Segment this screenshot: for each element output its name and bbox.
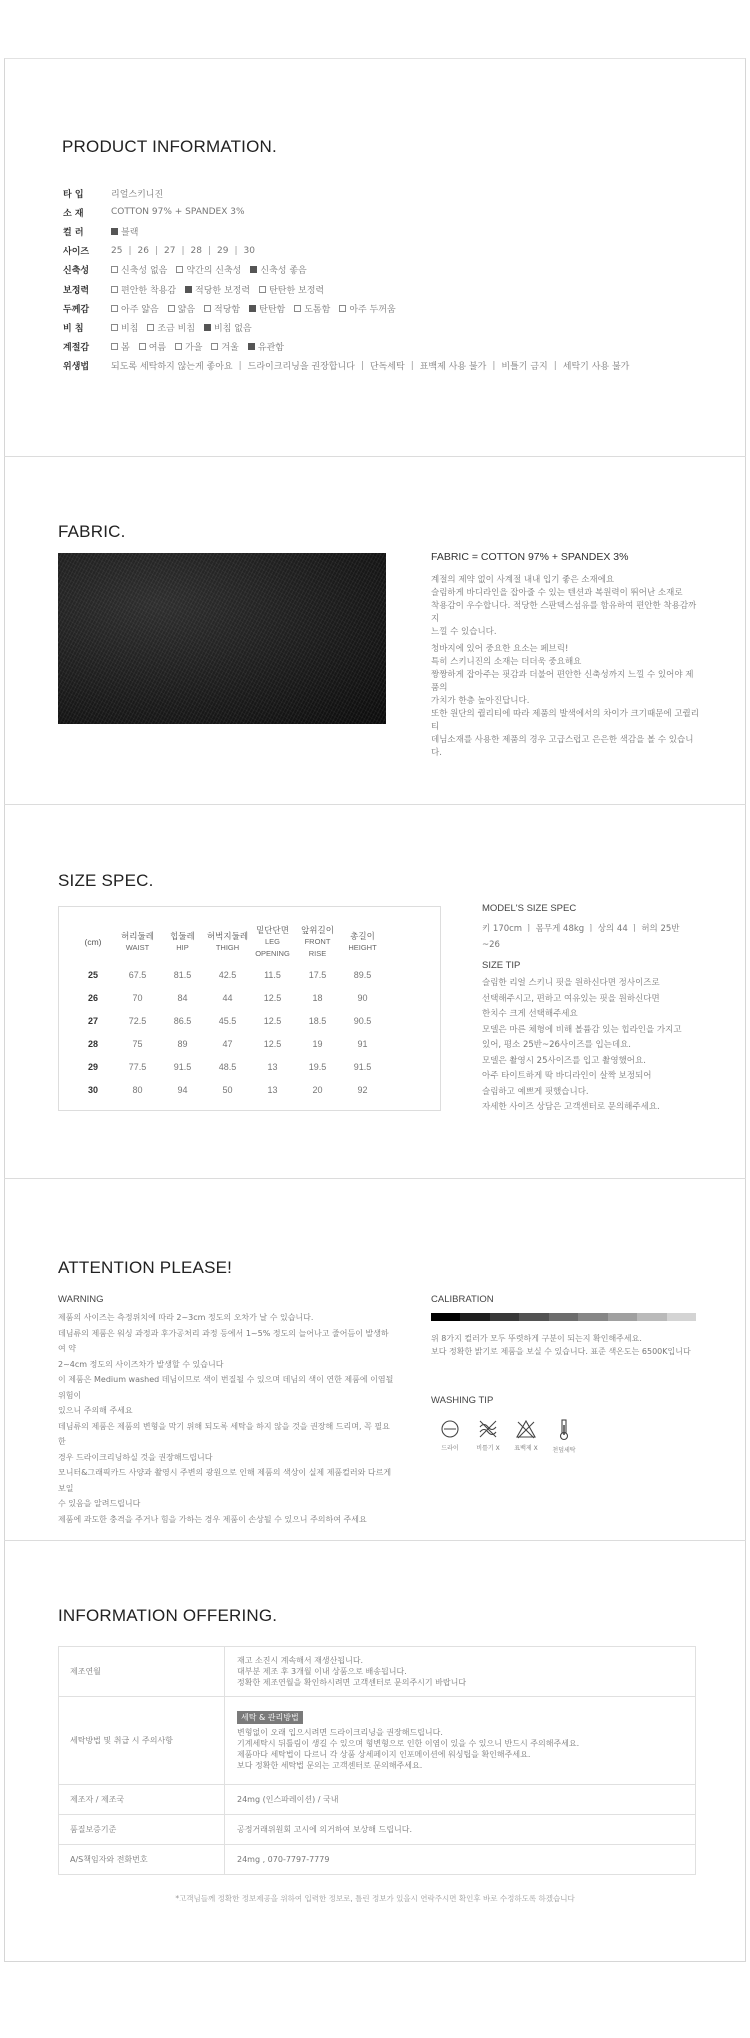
size-column-ko: 힙둘레 (170, 931, 195, 941)
calibration-swatch (519, 1313, 548, 1321)
unchecked-box-icon (111, 343, 118, 350)
washing-item (431, 1419, 469, 1454)
warning-line: 제품의 사이즈는 측정위치에 따라 2~3cm 정도의 오차가 날 수 있습니다. (58, 1313, 314, 1322)
size-table-row (71, 1055, 385, 1078)
size-label: 29 (87, 1061, 98, 1072)
separator: | (360, 360, 364, 371)
product-info-label: 컬 러 (63, 227, 84, 238)
attention-title: ATTENTION PLEASE! (58, 1258, 233, 1277)
product-info-option-label: 봄 (121, 343, 130, 354)
unchecked-box-icon (211, 343, 218, 350)
calibration-grayscale-bar (431, 1313, 696, 1321)
size-label: 25 (87, 969, 98, 980)
size-value: 13 (267, 1061, 278, 1072)
product-info-row (63, 301, 405, 315)
checked-box-icon (248, 343, 255, 350)
size-value: 50 (222, 1084, 233, 1095)
product-info-option (259, 283, 324, 296)
size-column-header (295, 921, 340, 963)
warning-line: 있으니 주의해 주세요 (58, 1406, 133, 1415)
dry-clean-icon (440, 1419, 460, 1439)
size-value: 18 (312, 992, 323, 1003)
info-key: 세탁방법 및 취급 시 주의사항 (59, 1697, 225, 1785)
care-item: 단독세탁 (369, 362, 405, 373)
size-value: 12.5 (263, 992, 282, 1003)
footnote: *고객님들께 정확한 정보제공을 위하여 입력한 정보로, 틀린 정보가 있을시 연락주시면 확인후 바로 수정하도록 하겠습니다 (175, 1894, 575, 1903)
size-tip-line: 한치수 크게 선택해주세요 (482, 1009, 578, 1019)
size-value: 90 (357, 992, 368, 1003)
product-info-option-label: 조금 비침 (157, 323, 196, 334)
unchecked-box-icon (111, 305, 118, 312)
size-spec-title: SIZE SPEC. (58, 871, 154, 890)
size-column-header (205, 921, 250, 963)
model-size-text: 키 170cm ㅣ 몸무게 48kg ㅣ 상의 44 ㅣ 허의 25반~26 (482, 924, 680, 950)
product-info-label: 보정력 (63, 285, 90, 296)
size-tip-line: 있어, 평소 25반~26사이즈를 입는데요. (482, 1040, 632, 1050)
info-row (59, 1785, 696, 1815)
no-bleach-icon (515, 1419, 537, 1439)
product-info-value (111, 283, 333, 296)
product-info-option (168, 302, 195, 315)
size-column-en: HIP (176, 943, 189, 952)
size-table-row (71, 986, 385, 1009)
size-value: 81.5 (173, 969, 192, 980)
washing-item (545, 1419, 583, 1454)
fabric-text-line: 짱짱하게 잡아주는 핏감과 더불어 편안한 신축성까지 느낄 수 있어야 제품의 (431, 670, 694, 693)
product-info-option (185, 283, 250, 296)
product-info-option-label: 얇음 (177, 304, 196, 315)
product-info-option-label: 아주 두꺼움 (349, 304, 396, 315)
info-row (59, 1647, 696, 1697)
unchecked-box-icon (204, 305, 211, 312)
product-info-option (204, 302, 240, 315)
size-column-en: LEG OPENING (255, 937, 290, 958)
fabric-title: FABRIC. (58, 522, 126, 541)
size-option: 29 (217, 245, 229, 256)
size-table-box (58, 906, 441, 1111)
unchecked-box-icon (294, 305, 301, 312)
product-info-label: 소 재 (63, 208, 84, 219)
calibration-swatch (490, 1313, 519, 1321)
size-value: 91 (357, 1038, 368, 1049)
product-info-option-label: 신축성 좋음 (260, 266, 307, 277)
product-info-row (63, 340, 293, 354)
info-key: 품질보증기준 (59, 1815, 225, 1845)
size-column-ko: 허리둘레 (121, 931, 154, 941)
info-value (225, 1697, 696, 1785)
size-value: 12.5 (263, 1038, 282, 1049)
checked-box-icon (249, 305, 256, 312)
size-option: 27 (164, 245, 176, 256)
info-value-line: 제품마다 세탁법이 다르니 각 상품 상세페이지 인포메이션에 워싱팁을 확인해주세요. (237, 1749, 531, 1759)
size-value: 19.5 (308, 1061, 327, 1072)
calibration-swatch (431, 1313, 460, 1321)
calibration-line: 위 8가지 컬러가 모두 뚜렷하게 구분이 되는지 확인해주세요. (431, 1334, 642, 1343)
model-size-heading: MODEL'S SIZE SPEC (482, 903, 577, 914)
product-info-option-label: 신축성 없음 (121, 266, 168, 277)
product-info-option-label: 적당한 보정력 (195, 285, 251, 296)
size-value: 17.5 (308, 969, 327, 980)
size-column-ko: 허벅지둘레 (206, 931, 249, 941)
product-info-option (176, 263, 241, 276)
size-column-en: THIGH (215, 943, 240, 952)
care-item: 되도록 세탁하지 않는게 좋아요 (111, 362, 233, 373)
size-column-ko: 밑단단면 (256, 925, 289, 935)
product-info-option (249, 302, 285, 315)
product-info-row (63, 205, 245, 219)
calibration-swatch (608, 1313, 637, 1321)
product-info-value (111, 321, 261, 334)
washing-item (469, 1419, 507, 1454)
checked-box-icon (111, 228, 118, 235)
info-row (59, 1697, 696, 1785)
info-table (58, 1646, 696, 1875)
size-option: 25 (111, 245, 123, 256)
size-value: 45.5 (218, 1015, 237, 1026)
product-info-option (111, 263, 167, 276)
size-tip-heading: SIZE TIP (482, 960, 521, 971)
product-info-value (111, 302, 405, 315)
product-info-value (111, 340, 293, 353)
unchecked-box-icon (111, 324, 118, 331)
info-key: A/S책임자와 전화번호 (59, 1845, 225, 1875)
size-value: 20 (312, 1084, 323, 1095)
info-value-line: 기계세탁시 뒤틀림이 생길 수 있으며 형변형으로 인한 이염이 있을 수 있으니 반드시 주의해주세요. (237, 1738, 580, 1748)
checked-box-icon (204, 324, 211, 331)
fabric-text-line: 슬림하게 바디라인을 잡아줄 수 있는 텐션과 복원력이 뛰어난 소재로 (431, 588, 683, 598)
size-value: 70 (132, 992, 143, 1003)
info-value-line: 24mg (인스파레이션) / 국내 (237, 1795, 339, 1804)
size-column-en: HEIGHT (348, 943, 377, 952)
product-info-option-label: 비침 (121, 323, 139, 334)
size-tip-line: 자세한 사이즈 상담은 고객센터로 문의해주세요. (482, 1102, 660, 1112)
size-column-en: WAIST (125, 943, 150, 952)
fabric-text-line: 또한 원단의 퀄리티에 따라 제품의 발색에서의 차이가 크기때문에 고퀄리티 (431, 709, 699, 732)
product-info-label: 계절감 (63, 343, 90, 354)
size-value: 19 (312, 1038, 323, 1049)
washing-label: 비틀기 X (476, 1445, 500, 1452)
checked-box-icon (250, 266, 257, 273)
size-table-row (71, 1032, 385, 1055)
size-tip-text (482, 976, 695, 1116)
info-value (225, 1647, 696, 1697)
size-value: 42.5 (218, 969, 237, 980)
size-table (71, 921, 385, 1101)
product-info-option (111, 283, 176, 296)
info-offering-title: INFORMATION OFFERING. (58, 1606, 278, 1625)
product-info-row (63, 282, 333, 296)
size-value: 44 (222, 992, 233, 1003)
checked-box-icon (185, 286, 192, 293)
product-info-option-label: 여름 (148, 343, 167, 354)
fabric-text-line: 데님소재를 사용한 제품의 경우 고급스럽고 은은한 색감을 볼 수 있습니다. (431, 735, 694, 758)
size-column-en: FRONT RISE (304, 937, 331, 958)
size-value: 86.5 (173, 1015, 192, 1026)
product-info-option-label: 아주 얇음 (121, 304, 159, 315)
unchecked-box-icon (176, 266, 183, 273)
size-column-ko: 앞위길이 (301, 925, 334, 935)
info-key: 제조연월 (59, 1647, 225, 1697)
size-value: 11.5 (264, 969, 281, 980)
section-divider (4, 1178, 746, 1179)
fabric-text-line: 가치가 한층 높아진답니다. (431, 696, 530, 706)
size-table-row (71, 963, 385, 986)
product-info-title: PRODUCT INFORMATION. (62, 137, 277, 156)
size-value: 47 (222, 1038, 233, 1049)
size-tip-line: 슬림하고 예쁘게 핏했습니다. (482, 1086, 589, 1097)
size-option: 26 (137, 245, 149, 256)
size-tip-line: 선택해주시고, 편하고 여유있는 핏을 원하신다면 (482, 993, 660, 1004)
warning-line: 데님류의 제품은 워싱 과정과 후가공처리 과정 등에서 1~5% 정도의 늘어나고 줄어듬이 발생하여 약 (58, 1328, 389, 1353)
info-value-line: 대부분 제조 후 3개월 이내 상품으로 배송됩니다. (237, 1667, 407, 1676)
product-info-label: 타 입 (63, 189, 84, 200)
section-divider (4, 804, 746, 805)
warning-line: 수 있음을 알려드립니다 (58, 1499, 141, 1508)
info-value-line: 변형없이 오래 입으시려면 드라이크리닝을 권장해드립니다. (237, 1727, 443, 1737)
size-value: 48.5 (218, 1061, 237, 1072)
warning-line: 데님류의 제품은 제품의 변형을 막기 위해 되도록 세탁을 하지 않을 것을 권장해 드리며, 꼭 필요한 (58, 1421, 390, 1446)
info-value-line: 정확한 제조연월을 확인하시려면 고객센터로 문의주시기 바랍니다 (237, 1678, 467, 1687)
product-info-value (111, 225, 147, 238)
size-value: 13 (267, 1084, 278, 1095)
calibration-text (431, 1332, 701, 1358)
info-row (59, 1845, 696, 1875)
fabric-text-line: 계절의 제약 없이 사계절 내내 입기 좋은 소재에요 (431, 575, 615, 585)
washing-tip-heading: WASHING TIP (431, 1395, 494, 1406)
fabric-text-line: 특히 스키니진의 소재는 더더욱 중요해요 (431, 657, 582, 667)
calibration-swatch (667, 1313, 696, 1321)
unchecked-box-icon (168, 305, 175, 312)
info-key: 제조자 / 제조국 (59, 1785, 225, 1815)
product-info-option-label: 약간의 신축성 (186, 266, 242, 277)
product-info-text: COTTON 97% + SPANDEX 3% (111, 207, 245, 218)
section-divider (4, 1540, 746, 1541)
separator: | (553, 360, 557, 371)
info-value-line: 재고 소진시 계속해서 재생산됩니다. (237, 1656, 364, 1665)
product-info-row (63, 186, 163, 200)
size-table-row (71, 1078, 385, 1101)
size-tip-line: 모델은 마른 체형에 비해 볼륨감 있는 힙라인을 가지고 (482, 1024, 682, 1035)
washing-icons (431, 1419, 583, 1454)
size-tip-line: 모델은 촬영시 25사이즈를 입고 촬영했어요. (482, 1055, 646, 1066)
calibration-heading: CALIBRATION (431, 1294, 494, 1305)
size-value: 90.5 (353, 1015, 372, 1026)
product-info-option (111, 302, 159, 315)
product-info-value (111, 246, 255, 256)
product-info-value (111, 359, 629, 372)
separator: | (128, 245, 132, 256)
separator: | (492, 360, 496, 371)
size-option: 28 (190, 245, 202, 256)
product-info-option (175, 340, 202, 353)
unchecked-box-icon (259, 286, 266, 293)
size-column-header (115, 921, 160, 963)
separator: | (234, 245, 238, 256)
product-info-value (111, 263, 316, 276)
product-info-option (211, 340, 238, 353)
fabric-text-line: 착용감이 우수합니다. 적당한 스판덱스섬유를 함유하여 편안한 착용감까지 (431, 601, 697, 624)
product-info-option (111, 225, 138, 238)
product-info-option-label: 탄탄함 (259, 304, 286, 315)
product-info-value (111, 187, 163, 200)
product-info-option (139, 340, 166, 353)
size-value: 89.5 (353, 969, 372, 980)
info-value (225, 1815, 696, 1845)
warning-text (58, 1310, 396, 1527)
warning-heading: WARNING (58, 1294, 104, 1305)
size-column-ko: 총길이 (350, 931, 375, 941)
product-info-option (250, 263, 306, 276)
calibration-line: 보다 정확한 밝기로 제품을 보실 수 있습니다. 표준 색온도는 6500K입니다 (431, 1347, 691, 1356)
product-info-option (339, 302, 395, 315)
unchecked-box-icon (175, 343, 182, 350)
product-info-option-label: 편안한 착용감 (121, 285, 177, 296)
size-value: 91.5 (173, 1061, 192, 1072)
separator: | (410, 360, 414, 371)
calibration-swatch (460, 1313, 489, 1321)
size-value: 75 (132, 1038, 143, 1049)
care-item: 드라이크리닝을 권장합니다 (247, 362, 355, 373)
size-value: 18.5 (308, 1015, 327, 1026)
info-value-line: 보다 정확한 세탁법 문의는 고객센터로 문의해주세요. (237, 1760, 423, 1770)
size-option: 30 (243, 245, 255, 256)
product-info-row (63, 320, 261, 334)
calibration-swatch (578, 1313, 607, 1321)
product-info-option-label: 블랙 (121, 227, 139, 238)
size-value: 12.5 (263, 1015, 282, 1026)
size-value: 89 (177, 1038, 188, 1049)
product-info-label: 두께감 (63, 304, 90, 315)
warning-line: 모니터&그래픽카드 사양과 촬영시 주변의 광원으로 인해 제품의 색상이 실제 제품컬러와 다르게 보일 (58, 1468, 392, 1493)
info-value (225, 1785, 696, 1815)
separator: | (207, 245, 211, 256)
size-value: 67.5 (128, 969, 147, 980)
section-divider (4, 456, 746, 457)
separator: | (181, 245, 185, 256)
product-info-label: 위생법 (63, 362, 90, 373)
info-value (225, 1845, 696, 1875)
size-tip-line: 아주 타이트하게 딱 바디라인이 살짝 보정되어 (482, 1071, 652, 1081)
size-value: 72.5 (128, 1015, 147, 1026)
size-value: 80 (132, 1084, 143, 1095)
product-info-option-label: 겨울 (221, 343, 239, 354)
info-value-line: 24mg , 070-7797-7779 (237, 1855, 330, 1864)
size-column-header (250, 921, 295, 963)
size-tip-line: 슬림한 리얼 스키니 핏을 원하신다면 정사이즈로 (482, 978, 660, 988)
size-value: 77.5 (128, 1061, 147, 1072)
unchecked-box-icon (111, 286, 118, 293)
calibration-swatch (637, 1313, 666, 1321)
size-unit-header: (cm) (84, 937, 102, 947)
size-table-row (71, 1009, 385, 1032)
fabric-description-1 (431, 574, 701, 639)
product-info-value (111, 207, 245, 217)
product-info-option (294, 302, 330, 315)
unchecked-box-icon (147, 324, 154, 331)
size-value: 84 (177, 992, 188, 1003)
product-info-option (111, 340, 130, 353)
care-item: 세탁기 사용 불가 (562, 362, 630, 373)
unchecked-box-icon (339, 305, 346, 312)
size-label: 30 (87, 1084, 98, 1095)
info-row (59, 1815, 696, 1845)
washing-label: 표백제 X (514, 1445, 538, 1452)
ironing-icon (557, 1419, 571, 1441)
product-info-option (147, 321, 195, 334)
warning-line: 제품에 과도한 충격을 주거나 힘을 가하는 경우 제품이 손상될 수 있으니 주의하여 주세요 (58, 1514, 367, 1524)
product-info-option-label: 가을 (185, 343, 203, 354)
fabric-text-line: 청바지에 있어 중요한 요소는 페브릭! (431, 644, 569, 654)
fabric-swatch-image (58, 553, 386, 724)
product-info-option (204, 321, 252, 334)
warning-line: 2~4cm 정도의 사이즈차가 발생할 수 있습니다 (58, 1359, 224, 1369)
separator: | (238, 360, 242, 371)
unchecked-box-icon (139, 343, 146, 350)
product-info-label: 사이즈 (63, 247, 90, 258)
unchecked-box-icon (111, 266, 118, 273)
info-value-line: 공정거래위원회 고시에 의거하여 보상해 드립니다. (237, 1825, 413, 1834)
separator: | (154, 245, 158, 256)
product-info-label: 비 침 (63, 323, 84, 334)
washing-item (507, 1419, 545, 1454)
fabric-heading: FABRIC = COTTON 97% + SPANDEX 3% (431, 551, 629, 563)
washing-label: 드라이 (441, 1445, 459, 1452)
fabric-text-line: 느낄 수 있습니다. (431, 627, 497, 637)
washing-label: 천덮세탁 (552, 1447, 576, 1454)
size-value: 94 (177, 1084, 188, 1095)
size-label: 28 (87, 1038, 98, 1049)
product-info-option-label: 유관함 (257, 343, 284, 354)
size-value: 92 (357, 1084, 368, 1095)
product-info-option (111, 321, 138, 334)
product-info-row (63, 263, 316, 277)
warning-line: 이 제품은 Medium washed 데님이므로 색이 번질될 수 있으며 데님의 색이 연한 제품에 이염될 위험이 (58, 1375, 394, 1400)
fabric-description-2 (431, 643, 701, 760)
care-item: 표백제 사용 불가 (419, 362, 487, 373)
size-column-header (340, 921, 385, 963)
no-wring-icon (477, 1419, 499, 1439)
size-label: 26 (87, 992, 98, 1003)
care-item: 비틀기 금지 (501, 362, 548, 373)
size-value: 91.5 (353, 1061, 372, 1072)
info-tag: 세탁 & 관리방법 (237, 1711, 303, 1724)
product-info-option-label: 도톰함 (304, 304, 331, 315)
product-info-option (248, 340, 284, 353)
product-info-row (63, 244, 255, 258)
calibration-swatch (549, 1313, 578, 1321)
size-label: 27 (87, 1015, 98, 1026)
product-info-row (63, 224, 147, 238)
product-info-label: 신축성 (63, 266, 90, 277)
product-info-text: 리얼스키니진 (111, 189, 164, 200)
size-column-header (160, 921, 205, 963)
warning-line: 경우 드라이크리닝하실 것을 권장해드립니다 (58, 1452, 213, 1462)
product-info-option-label: 비침 없음 (214, 323, 252, 334)
product-info-row (63, 359, 629, 373)
product-info-option-label: 적당함 (214, 304, 241, 315)
product-info-option-label: 탄탄한 보정력 (269, 285, 325, 296)
